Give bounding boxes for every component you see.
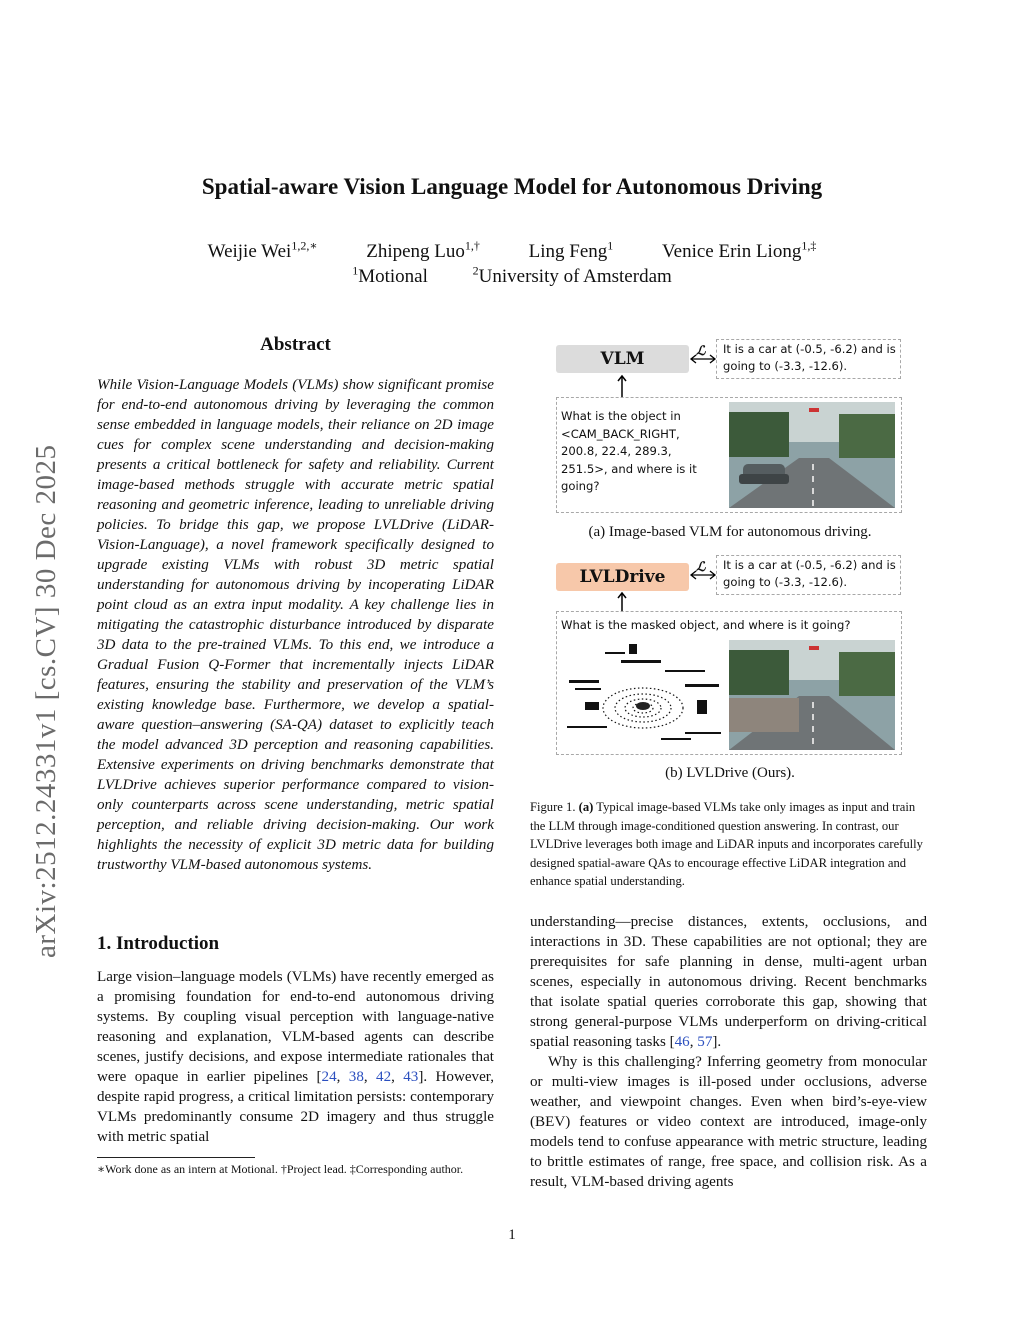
paper-title: Spatial-aware Vision Language Model for Autonomous Driving <box>201 174 823 199</box>
author-list <box>0 239 1024 263</box>
citation-link[interactable]: 57 <box>697 1034 713 1050</box>
author: Venice Erin Liong$^{1,\ddagger}$ <box>662 239 817 263</box>
camera-image <box>729 402 895 508</box>
double-arrow-icon <box>688 569 718 581</box>
loss-symbol: ℒ <box>696 343 706 358</box>
figure-caption: Figure 1. (a) Typical image-based VLMs take only images as input and train the LLM through image-conditioned question answering. In contrast, our LVLDrive leverages both image and LiDAR inputs and incorporates carefully designed spatial-aware QAs to encourage effective LiDAR integration and enhance spatial understanding. <box>530 800 923 888</box>
citation-link[interactable]: 42 <box>376 1069 392 1085</box>
intro-paragraph: Large vision–language models (VLMs) have recently emerged as a promising foundation for end-to-end autonomous driving systems. By coupling visual perception with language-native reasoning and explanation, VLM-based agents can describe scenes, justify decisions, and expose intermediate rationales that were opaque in earlier pipelines [24, 38, 42, 43]. However, despite rapid progress, a critical limitation persists: contemporary VLMs predominantly consume 2D imagery and thus struggle with metric spatial <box>97 969 494 1145</box>
paragraph: Why is this challenging? Inferring geometry from monocular or multi-view images is ill-posed under occlusions, adverse weather, and viewpoint changes. Even when bird’s-eye-view (BEV) features or video context are introduced, image-only models tend to confuse appearance with metric structure, leading to brittle estimates of range, free space, and collision risk. As a result, VLM-based driving agents <box>530 1054 927 1190</box>
loss-symbol: ℒ <box>696 559 706 574</box>
figure-1 <box>530 335 930 785</box>
question-box <box>556 397 902 513</box>
answer-box: It is a car at (-0.5, -6.2) and is going to (-3.3, -12.6). <box>716 339 901 379</box>
vlm-box: VLM <box>556 345 689 373</box>
footnote-rule <box>97 1157 255 1158</box>
author: Weijie Wei$^{1,2,∗}$ <box>207 239 318 263</box>
author: Zhipeng Luo$^{1,\dagger}$ <box>366 239 480 263</box>
author: Ling Feng$^1$ <box>528 239 614 263</box>
affiliation: $^1$Motional <box>352 264 428 288</box>
citation-link[interactable]: 38 <box>348 1069 364 1085</box>
paragraph: understanding—precise distances, extents, occlusions, and interactions in 3D. These capabilities are not optional; they are prerequisites for safe planning in dense, multi-agent urban scenes, especially in autonomous driving. Recent benchmarks that isolate spatial queries corroborate this gap, showing that strong general-purpose VLMs underperform on driving-critical spatial reasoning tasks [46, 57]. <box>530 914 927 1050</box>
subcaption-b: (b) LVLDrive (Ours). <box>665 765 795 781</box>
lidar-pointcloud-image <box>565 640 725 750</box>
masked-camera-image <box>729 640 895 750</box>
affiliation: $^2$University of Amsterdam <box>472 264 672 288</box>
subcaption-a: (a) Image-based VLM for autonomous driving. <box>588 524 872 540</box>
double-arrow-icon <box>688 353 718 365</box>
question-box <box>556 611 902 755</box>
answer-box: It is a car at (-0.5, -6.2) and is going to (-3.3, -12.6). <box>716 555 901 595</box>
up-arrow-icon <box>616 591 628 613</box>
affiliations <box>0 264 1024 288</box>
section-heading: 1. Introduction <box>97 933 220 954</box>
page-number: 1 <box>508 1227 516 1243</box>
arxiv-stamp: arXiv:2512.24331v1 [cs.CV] 30 Dec 2025 <box>30 444 62 958</box>
abstract-body: While Vision-Language Models (VLMs) show significant promise for end-to-end autonomous driving by leveraging the common sense embedded in language models, their reliance on 2D image cues for complex scene understanding and decision-making presents a critical bottleneck for safety and reliability. Current image-based methods struggle with accurate metric spatial reasoning and geometric inference, leading to unreliable driving policies. To bridge this gap, we propose LVLDrive (LiDAR-Vision-Language), a novel framework specifically designed to upgrade existing VLMs with robust 3D metric spatial understanding for autonomous driving by incoperating LiDAR point cloud as an extra input modality. A key challenge lies in mitigating the catastrophic disturbance introduced by disparate 3D data to the pre-trained VLMs. To this end, we introduce a Gradual Fusion Q-Former that incrementally injects LiDAR features, ensuring the stability and preservation of the VLM’s existing knowledge base. Furthermore, we develop a spatial-aware question–answering (SA-QA) dataset to explicitly teach the model advanced 3D perception and reasoning capabilities. Extensive experiments on driving benchmarks demonstrate that LVLDrive achieves superior performance compared to vision-only counterparts across scene understanding, metric spatial perception, and reliable driving decision-making. Our work highlights the necessity of explicit 3D metric data for building trustworthy VLM-based autonomous systems. <box>97 377 494 873</box>
citation-link[interactable]: 46 <box>674 1034 690 1050</box>
right-column-text <box>530 912 927 1192</box>
question-text: What is the object in <CAM_BACK_RIGHT, 200.8, 22.4, 289.3, 251.5>, and where is it going? <box>561 409 697 493</box>
citation-link[interactable]: 43 <box>403 1069 419 1085</box>
footnote: ∗Work done as an intern at Motional. †Project lead. ‡Corresponding author. <box>97 1162 464 1176</box>
abstract-heading: Abstract <box>260 334 331 355</box>
up-arrow-icon <box>616 374 628 398</box>
lvldrive-box: LVLDrive <box>556 563 689 591</box>
citation-link[interactable]: 24 <box>321 1069 337 1085</box>
question-text: What is the masked object, and where is it going? <box>561 618 851 632</box>
